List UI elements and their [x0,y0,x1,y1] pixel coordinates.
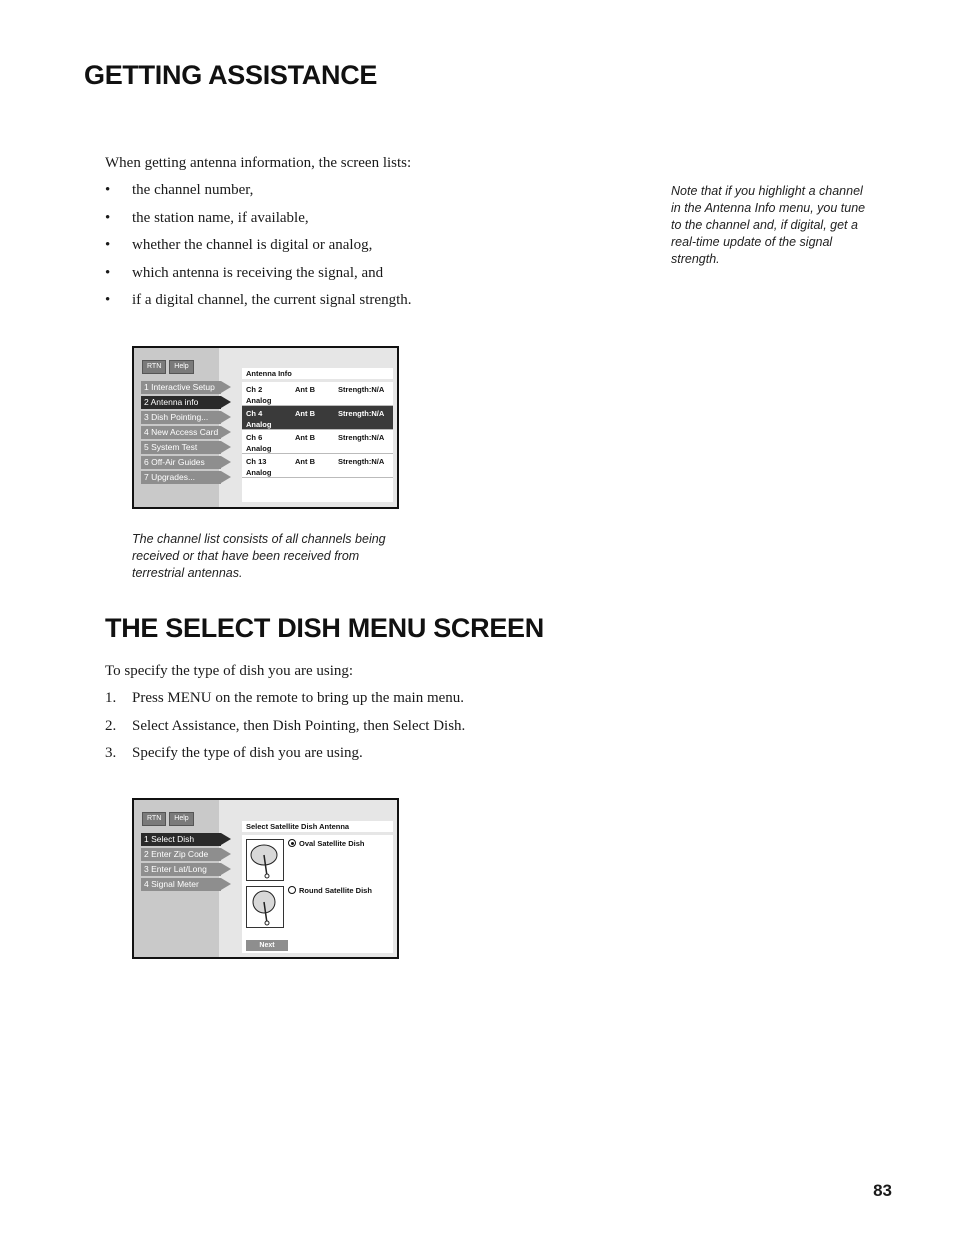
channel-row[interactable]: Ch 2 Ant B Strength:N/A Analog [242,382,393,406]
menu-item-new-access-card[interactable]: 4 New Access Card [141,426,221,439]
menu-item-enter-zip-code[interactable]: 2 Enter Zip Code [141,848,221,861]
oval-dish-icon [246,839,284,881]
rtn-button[interactable]: RTN [142,360,166,374]
dish-pointing-menu [141,833,221,893]
menu-item-antenna-info[interactable]: 2 Antenna info [141,396,221,409]
menu-item-select-dish[interactable]: 1 Select Dish [141,833,221,846]
radio-selected-icon[interactable] [288,839,296,847]
list-item: • the station name, if available, [105,209,309,226]
panel-title: Antenna Info [242,368,393,379]
channel-list [242,382,393,502]
help-button[interactable]: Help [169,360,193,374]
section-heading: THE SELECT DISH MENU SCREEN [105,613,544,643]
screenshot-caption: The channel list consists of all channels being received or that have been received from terrestrial antennas. [132,532,386,580]
side-note: Note that if you highlight a channel in the Antenna Info menu, you tune to the channel and, if digital, get a real-time update of the signal strength. [671,184,866,266]
top-buttons [142,360,194,374]
menu-item-dish-pointing[interactable]: 3 Dish Pointing... [141,411,221,424]
channel-row[interactable]: Ch 6 Ant B Strength:N/A Analog [242,430,393,454]
menu-item-interactive-setup[interactable]: 1 Interactive Setup [141,381,221,394]
intro-text: When getting antenna information, the screen lists: [105,155,412,171]
intro-text-2: To specify the type of dish you are using: [105,663,354,679]
round-dish-option[interactable]: Round Satellite Dish [288,886,372,895]
assistance-menu [141,381,221,486]
antenna-info-screenshot [132,346,399,509]
menu-item-enter-lat-long[interactable]: 3 Enter Lat/Long [141,863,221,876]
panel-title: Select Satellite Dish Antenna [242,821,393,832]
round-dish-icon [246,886,284,928]
list-item: • if a digital channel, the current signal strength. [105,292,412,308]
rtn-button[interactable]: RTN [142,812,166,826]
list-item: • whether the channel is digital or analog, [105,237,373,253]
radio-unselected-icon[interactable] [288,886,296,894]
channel-row[interactable]: Ch 13 Ant B Strength:N/A Analog [242,454,393,478]
top-buttons [142,812,194,826]
steps-list [105,689,465,772]
help-button[interactable]: Help [169,812,193,826]
list-item: 1. Press MENU on the remote to bring up the main menu. [105,690,465,706]
list-item: 2. Select Assistance, then Dish Pointing, then Select Dish. [105,717,466,734]
select-dish-screenshot [132,798,399,959]
page-heading: GETTING ASSISTANCE [84,60,378,90]
menu-item-system-test[interactable]: 5 System Test [141,441,221,454]
channel-row-selected[interactable]: Ch 4 Ant B Strength:N/A Analog [242,406,393,430]
oval-dish-option[interactable]: Oval Satellite Dish [288,839,364,848]
list-item: • the channel number, [105,182,254,198]
menu-item-off-air-guides[interactable]: 6 Off-Air Guides [141,456,221,469]
dish-options-panel [242,835,393,953]
next-button[interactable]: Next [246,940,288,951]
page-number: 83 [873,1181,892,1200]
info-bullet-list [105,181,412,319]
list-item: 3. Specify the type of dish you are using. [105,745,363,761]
menu-item-signal-meter[interactable]: 4 Signal Meter [141,878,221,891]
menu-item-upgrades[interactable]: 7 Upgrades... [141,471,221,484]
list-item: • which antenna is receiving the signal, and [105,264,384,281]
